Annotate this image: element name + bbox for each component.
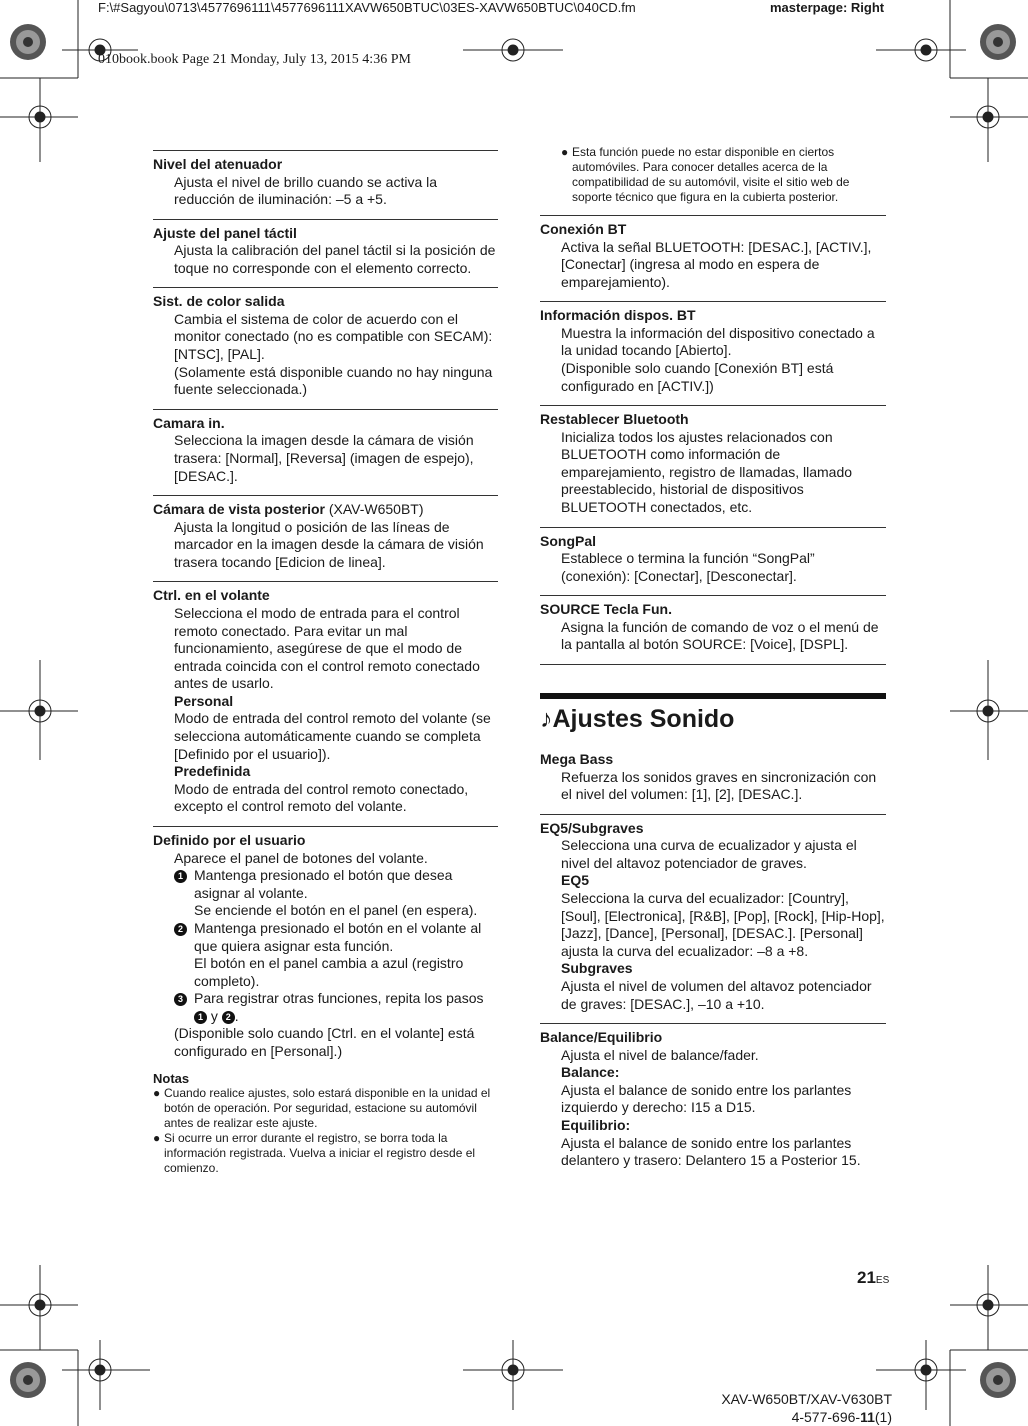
option-desc: Ajusta el balance de sonido entre los parlantes izquierdo y derecho: I15 a D15.: [561, 1081, 852, 1116]
option-desc: Selecciona la curva del ecualizador: [Country], [Soul], [Electronica], [R&B], [Pop], [Rock], [Hip-Hop], [Jazz], [Dance], [Personal], [DESAC.]. [Personal] ajusta la curva del ecualizador: –8 a +8.: [561, 889, 885, 959]
option-title: Balance:: [561, 1064, 620, 1081]
entry-desc: Aparece el panel de botones del volante.: [174, 849, 428, 866]
file-path: F:\#Sagyou\0713\4577696111\4577696111XAVW650BTUC\03ES-XAVW650BTUC\040CD.fm: [98, 0, 636, 15]
step-2: [174, 920, 498, 990]
entry-eq: [540, 814, 886, 1023]
step-text: Para registrar otras funciones, repita los pasos: [194, 990, 484, 1007]
registration-mark-mr: [950, 660, 1028, 760]
book-info-line: 010book.book Page 21 Monday, July 13, 2015 4:36 PM: [98, 52, 411, 67]
entry-desc: Selecciona una curva de ecualizador y ajusta el nivel del altavoz potenciador de graves.: [561, 837, 857, 871]
option-title: Personal: [174, 692, 234, 709]
registration-mark-ml: [0, 660, 78, 760]
code-bold: 11: [860, 1409, 875, 1425]
note-item: [153, 1086, 498, 1131]
section-header: [540, 693, 886, 737]
color-wheel-tl: [10, 24, 46, 60]
entry-definido: [153, 826, 498, 1186]
entry-title: Camara in.: [153, 414, 225, 431]
entry-desc: Ajusta la calibración del panel táctil si la posición de toque no corresponde con el elemento correcto.: [174, 242, 496, 276]
entry-ajuste: [153, 219, 498, 288]
masterpage-label: masterpage: Right: [770, 0, 885, 15]
entry-ctrl: [153, 581, 498, 826]
entry-title: Información dispos. BT: [540, 307, 696, 324]
model-note: (XAV-W650BT): [328, 501, 424, 518]
step-number-icon: 1: [194, 1011, 207, 1024]
entry-mega: [540, 737, 886, 814]
registration-mark-bot2: [463, 1340, 563, 1410]
section-title-text: Ajustes Sonido: [552, 705, 735, 733]
entry-desc: Asigna la función de comando de voz o el menú de la pantalla al botón SOURCE: [Voice], [DSPL].: [561, 618, 879, 653]
music-note-icon: ♪: [540, 705, 553, 733]
step-3: 3 Para registrar otras funciones, repita los pasos 1 y 2 .: [174, 990, 498, 1025]
entry-title: EQ5/Subgraves: [540, 819, 644, 836]
entry-desc: Activa la señal BLUETOOTH: [DESAC.], [ACTIV.], [Conectar] (ingresa al modo en espera de emparejamiento).: [561, 238, 872, 290]
entry-title: Mega Bass: [540, 751, 614, 767]
entry-desc: Ajusta la longitud o posición de las líneas de marcador en la imagen desde la cámara de visión trasera tocando [Edicion de linea].: [174, 518, 484, 570]
entry-desc: Muestra la información del dispositivo conectado a la unidad tocando [Abierto].: [561, 324, 875, 359]
entry-desc: Selecciona el modo de entrada para el control remoto conectado. Para evitar un mal funcionamiento, asegúrese de que el modo de entrada coincida con el control remoto conectado antes de usarlo.: [174, 604, 480, 692]
entry-sist: [153, 287, 498, 408]
notes-block: [153, 1071, 498, 1176]
note-item-wrap: [540, 145, 886, 205]
step-list: [153, 867, 498, 1025]
entry-title: Definido por el usuario: [153, 832, 306, 849]
entry-desc: Ajusta el nivel de balance/fader.: [561, 1046, 759, 1063]
code-footer: [718, 1409, 892, 1425]
entry-desc-note: (Solamente está disponible cuando no hay ninguna fuente seleccionada.): [174, 363, 493, 398]
entry-songpal: [540, 527, 886, 596]
step-extra: El botón en el panel cambia a azul (registro completo).: [194, 955, 464, 989]
registration-mark-tr: [950, 78, 1028, 162]
bullet-icon: ●: [153, 1130, 161, 1145]
step-number-icon: 1: [174, 870, 187, 883]
option-title: Subgraves: [561, 960, 633, 977]
entry-source: [540, 595, 886, 665]
option-title: EQ5: [561, 872, 590, 889]
page-number-value: 21: [857, 1268, 876, 1287]
note-item: [153, 1131, 498, 1176]
entry-conexion: [540, 215, 886, 301]
entry-title: Balance/Equilibrio: [540, 1029, 663, 1046]
section-title: [540, 701, 886, 737]
entry-title: Restablecer Bluetooth: [540, 411, 689, 428]
registration-mark-bl: [0, 1265, 78, 1350]
note-text: Cuando realice ajustes, solo estará disponible en la unidad el botón de operación. Por seguridad, estacione su automóvil antes de realizar este ajuste.: [164, 1085, 491, 1130]
entry-camara: [153, 409, 498, 495]
entry-desc: Inicializa todos los ajustes relacionados con BLUETOOTH como información de emparejamiento, registro de llamadas, llamado preestablecido, historial de dispositivos BLUETOOTH conectados, etc.: [561, 428, 853, 516]
color-wheel-br: [980, 1362, 1016, 1398]
option-desc: Ajusta el balance de sonido entre los parlantes delantero y trasero: Delantero 15 a Posterior 15.: [561, 1134, 861, 1169]
note-text: Esta función puede no estar disponible en ciertos automóviles. Para conocer detalles acerca de la compatibilidad de su automóvil, visite el sitio web de soporte técnico que figura en la cubierta posterior.: [572, 145, 850, 204]
code-prefix: 4-577-696-: [791, 1409, 861, 1425]
entry-desc: Refuerza los sonidos graves en sincronización con el nivel del volumen: [1], [2], [DESAC.].: [561, 768, 877, 803]
option-desc: Ajusta el nivel de volumen del altavoz potenciador de graves: [DESAC.], –10 a +10.: [561, 977, 872, 1012]
registration-mark-top3: [463, 39, 563, 61]
bullet-icon: ●: [153, 1085, 161, 1100]
left-column: [153, 150, 498, 1186]
step-text: Mantenga presionado el botón en el volante al que quiera asignar esta función.: [194, 919, 482, 954]
entry-title: Sist. de color salida: [153, 293, 285, 310]
step-number-icon: 3: [174, 993, 187, 1006]
entry-balance: [540, 1023, 886, 1180]
conjunction: y: [210, 1007, 218, 1024]
color-wheel-tr: [980, 24, 1016, 60]
step-number-icon: 2: [174, 923, 187, 936]
option-desc: Modo de entrada del control remoto del volante (se selecciona automáticamente cuando se completa [Definido por el usuario]).: [174, 710, 491, 762]
entry-desc: Cambia el sistema de color de acuerdo con el monitor conectado (no es compatible con SECAM): [NTSC], [PAL].: [174, 310, 493, 363]
option-desc: Modo de entrada del control remoto conectado, excepto el control remoto del volante.: [174, 780, 469, 815]
notes-title: Notas: [153, 1070, 190, 1086]
entry-info: [540, 301, 886, 405]
step-1: [174, 867, 498, 920]
step-number-icon: 2: [222, 1011, 235, 1024]
availability-note: (Disponible solo cuando [Ctrl. en el volante] está configurado en [Personal].): [174, 1025, 475, 1060]
code-suffix: (1): [874, 1409, 892, 1425]
entry-title: Nivel del atenuador: [153, 156, 283, 172]
note-item: [561, 145, 886, 205]
right-column: [540, 145, 886, 1180]
top-note: [540, 145, 886, 215]
page-number: [857, 1268, 889, 1288]
registration-mark-br: [950, 1265, 1028, 1350]
entry-title: SOURCE Tecla Fun.: [540, 601, 672, 618]
entry-desc-note: (Disponible solo cuando [Conexión BT] está configurado en [ACTIV.]): [561, 359, 834, 394]
entry-title: Conexión BT: [540, 221, 627, 237]
registration-mark-tl: [0, 78, 78, 162]
page-suffix: ES: [875, 1275, 890, 1286]
note-text: Si ocurre un error durante el registro, se borra toda la información registrada. Vuelva a iniciar el registro desde el comienzo.: [164, 1130, 476, 1175]
entry-nivel: [153, 150, 498, 219]
step-extra: Se enciende el botón en el panel (en espera).: [194, 902, 478, 919]
registration-mark-top2: [876, 39, 966, 61]
model-footer: XAV-W650BT/XAV-V630BT: [721, 1391, 892, 1407]
entry-title: Ctrl. en el volante: [153, 587, 270, 604]
option-title: Equilibrio:: [561, 1117, 631, 1133]
step-text: Mantenga presionado el botón que desea asignar al volante.: [194, 867, 453, 901]
entry-desc: Ajusta el nivel de brillo cuando se activa la reducción de iluminación: –5 a +5.: [174, 173, 438, 208]
entry-desc: Selecciona la imagen desde la cámara de visión trasera: [Normal], [Reversa] (imagen de espejo), [DESAC.].: [174, 432, 474, 484]
entry-title: Ajuste del panel táctil: [153, 224, 297, 241]
entry-title: SongPal: [540, 532, 597, 549]
entry-desc: Establece o termina la función “SongPal” (conexión): [Conectar], [Desconectar].: [561, 550, 815, 584]
entry-title-text: Cámara de vista posterior: [153, 501, 325, 518]
bullet-icon: ●: [561, 145, 569, 159]
entry-title: [153, 501, 498, 519]
entry-vista: [153, 495, 498, 581]
color-wheel-bl: [10, 1362, 46, 1398]
entry-restablecer: [540, 405, 886, 526]
option-title: Predefinida: [174, 763, 251, 780]
